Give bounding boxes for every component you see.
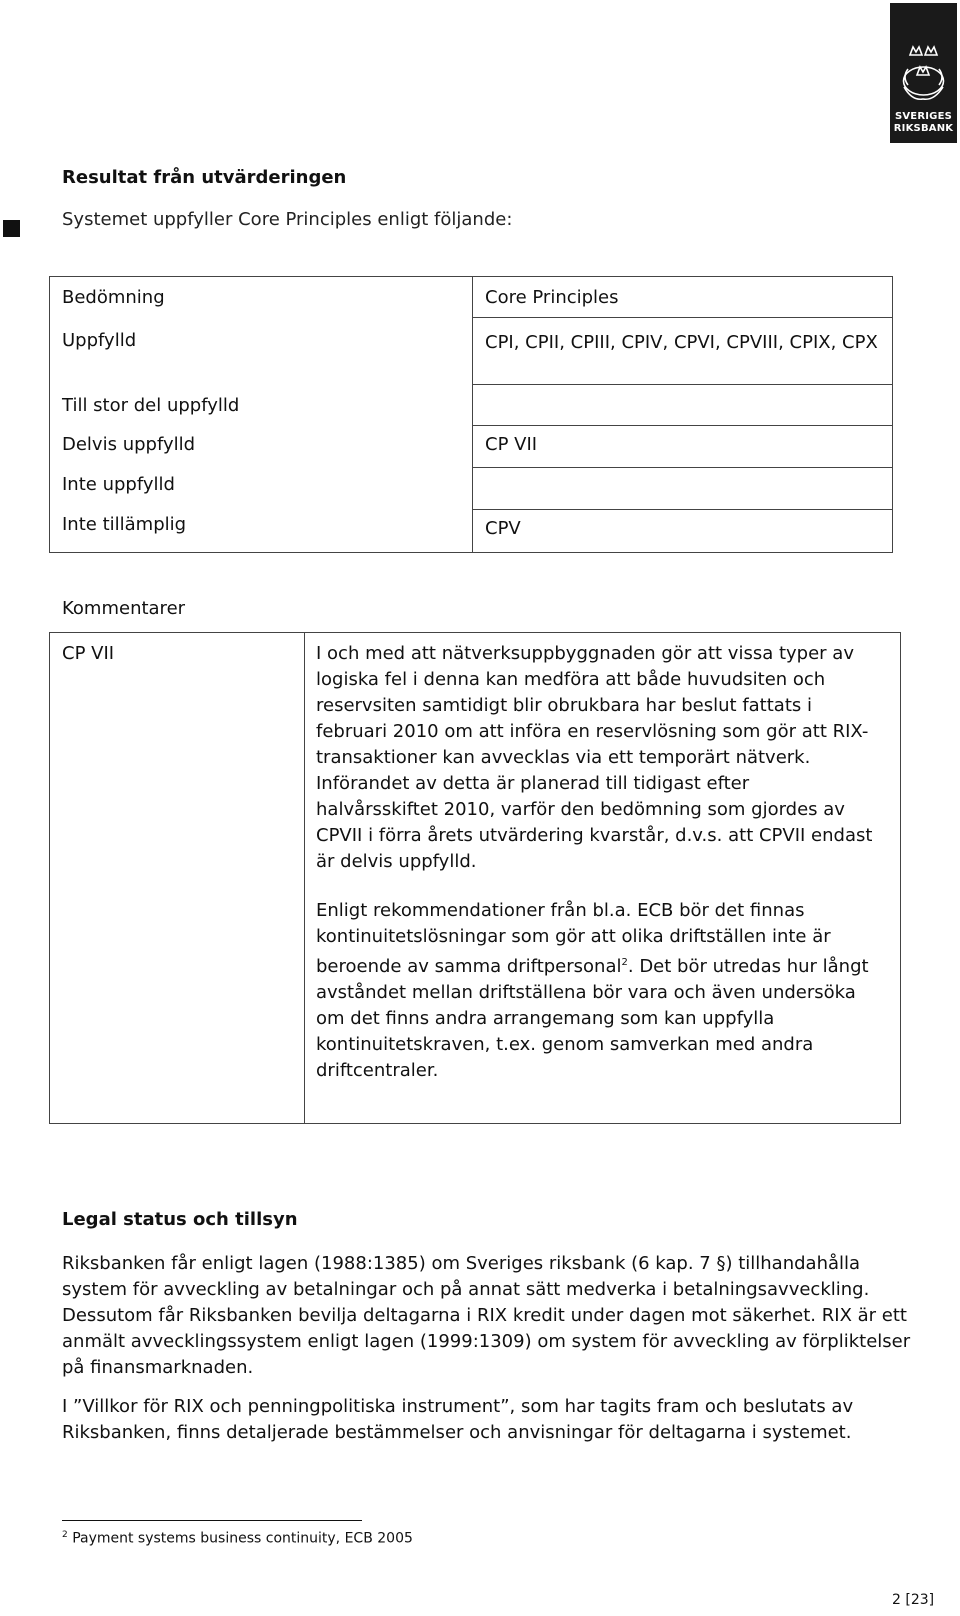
comments-paragraph-2-text-b: . Det bör utredas hur långt avståndet mellan driftställena bör vara och även undersöka om det finns andra arrangemang som kan uppfylla kontinuitetskraven, t.ex. genom samverkan med andra driftcentraler. [316,956,869,1081]
section-intro: Systemet uppfyller Core Principles enligt följande: [62,209,513,230]
table-row [50,318,893,385]
logo-text-sveriges: SVERIGES [894,111,953,122]
logo-text-riksbank: RIKSBANK [893,123,954,134]
comments-paragraph-1: I och med att nätverksuppbyggnaden gör att vissa typer av logiska fel i denna kan medföra att både huvudsiten och reservsiten samtidigt blir obrukbara har beslut fattats i februari 2010 om att införa en reservlösning som gör att RIX-transaktioner kan avvecklas via ett temporärt nätverk. Införandet av detta är planerad till tidigast efter halvårsskiftet 2010, varför den bedömning som gjordes av CPVII i förra årets utvärdering kvarstår, d.v.s. att CPVII endast är delvis uppfylld. [316,643,873,872]
header-bedomning: Bedömning [62,287,165,308]
comments-principle: CP VII [62,643,115,664]
principles-cell: CPV [485,518,521,539]
footnote [62,1530,413,1547]
section-heading: Resultat från utvärderingen [62,167,347,188]
comments-divider [304,632,305,1124]
legal-heading: Legal status och tillsyn [62,1209,298,1230]
table-row [50,468,893,510]
comments-paragraph-2-text-a: Enligt rekommendationer från bl.a. ECB bör det finnas kontinuitetslösningar som gör att olika driftställen inte är beroende av samma driftpersonal [316,900,831,977]
table-row [50,510,893,553]
footnote-ref: 2 [621,957,628,968]
footnote-number: 2 [62,1530,68,1540]
legal-paragraph-2: I ”Villkor för RIX och penningpolitiska instrument”, som har tagits fram och beslutats av Riksbanken, finns detaljerade bestämmelser och anvisningar för deltagarna i systemet. [62,1396,854,1443]
grade-cell: Inte tillämplig [62,513,187,535]
page-number: 2 [23] [892,1592,935,1608]
grade-cell: Till stor del uppfylld [62,394,240,416]
crowns-seal-icon [890,3,957,113]
principles-cell: CP VII [485,434,538,455]
grade-cell: Delvis uppfylld [62,433,196,455]
section-bullet-icon [3,220,20,237]
grade-cell: Uppfylld [62,329,137,351]
header-core-principles: Core Principles [485,287,619,308]
assessment-table [49,276,893,553]
footnote-text: Payment systems business continuity, ECB 2005 [72,1530,413,1547]
table-row [50,385,893,426]
comments-paragraph-2 [316,898,876,1084]
comments-label: Kommentarer [62,598,186,619]
table-row [50,426,893,468]
sveriges-riksbank-logo [890,3,957,143]
footnote-rule [62,1520,362,1521]
legal-paragraph-1: Riksbanken får enligt lagen (1988:1385) om Sveriges riksbank (6 kap. 7 §) tillhandahålla system för avveckling av betalningar och på annat sätt medverka i betalningsavveckling. Dessutom får Riksbanken bevilja deltagarna i RIX kredit under dagen mot säkerhet. RIX är ett anmält avvecklingssystem enligt lagen (1999:1309) om system för avveckling av förpliktelser på finansmarknaden. [62,1253,911,1378]
grade-cell: Inte uppfylld [62,473,175,495]
principles-cell: CPI, CPII, CPIII, CPIV, CPVI, CPVIII, CPIX, CPX [485,332,878,353]
